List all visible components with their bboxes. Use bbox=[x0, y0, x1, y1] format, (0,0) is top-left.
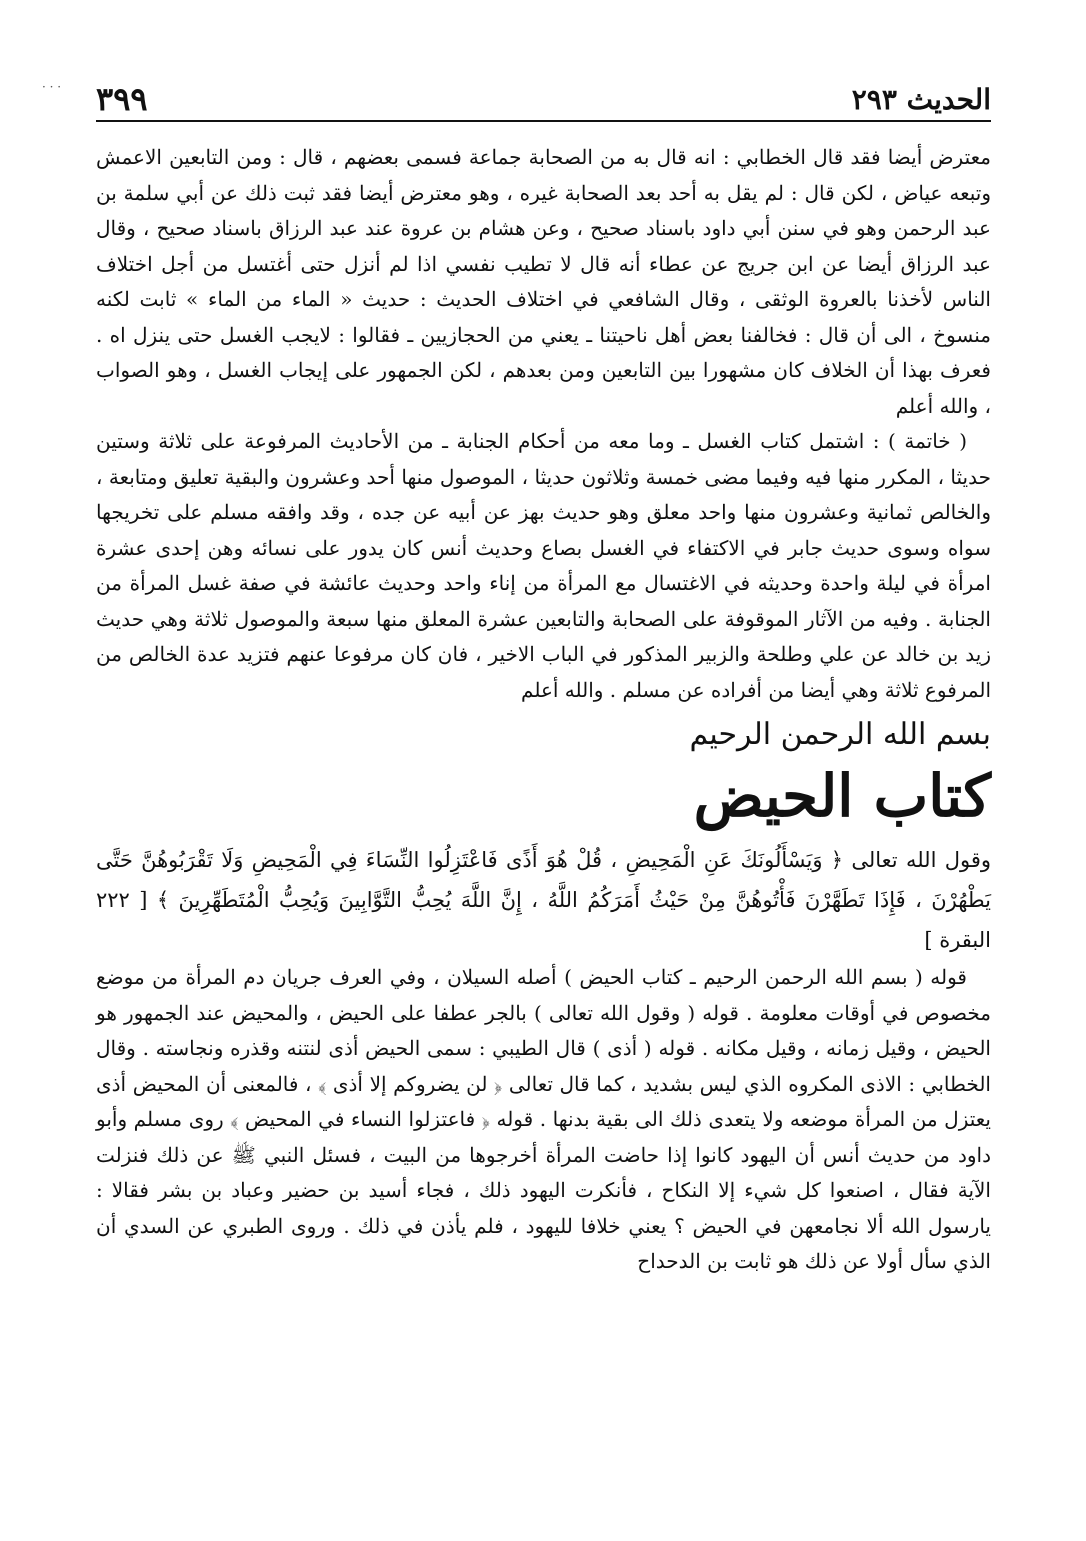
paragraph-continuation: معترض أيضا فقد قال الخطابي : انه قال به من الصحابة جماعة فسمى بعضهم ، قال : ومن التابعين الاعمش وتبعه عياض ، لكن قال : لم يقل به أحد بعد الصحابة غيره ، وهو معترض أيضا فقد ثبت ذلك عن أبي سلمة بن عبد الرحمن وهو في سنن أبي داود باسناد صحيح ، وعن هشام بن عروة عند عبد الرزاق باسناد صحيح ، وقال عبد الرزاق أيضا عن ابن جريج عن عطاء أنه قال لا تطيب نفسي اذا لم أنزل حتى أغتسل من أجل اختلاف الناس لأخذنا بالعروة الوثقى ، وقال الشافعي في اختلاف الحديث : حديث « الماء من الماء » ثابت لكنه منسوخ ، الى أن قال : فخالفنا بعض أهل ناحيتنا ـ يعني من الحجازيين ـ فقالوا : لايجب الغسل حتى ينزل اه . فعرف بهذا أن الخلاف كان مشهورا بين التابعين ومن بعدهم ، لكن الجمهور على إيجاب الغسل ، وهو الصواب ، والله أعلم bbox=[96, 145, 991, 418]
basmala-calligraphy: بسم الله الرحمن الرحيم bbox=[689, 717, 991, 752]
chapter-title: كتاب الحيض bbox=[693, 762, 991, 830]
running-title: الحديث ٢٩٣ bbox=[851, 83, 991, 116]
paragraph-conclusion: ( خاتمة ) : اشتمل كتاب الغسل ـ وما معه من أحكام الجنابة ـ من الأحاديث المرفوعة على ثلاثة وستين حديثا ، المكرر منها فيه وفيما مضى خمسة وثلاثون حديثا ، الموصول منها أحد وعشرون والبقية تعليق ومتابعة ، والخالص ثمانية وعشرون منها واحد معلق وهو حديث بهز عن أبيه عن جده ، وقد وافقه مسلم على تخريجها سواه وسوى حديث جابر في الاكتفاء في الغسل بصاع وحديث أنس كان يدور على نسائه وهن إحدى عشرة امرأة في ليلة واحدة وحديثه في الاغتسال مع المرأة من إناء واحد وحديث عائشة في صفة غسل المرأة من الجنابة . وفيه من الآثار الموقوفة على الصحابة والتابعين عشرة المعلق منها سبعة والموصول ثلاثة وهي حديث زيد بن خالد عن علي وطلحة والزبير المذكور في الباب الاخير ، فان كان مرفوعا عنهم فتزيد عدة الخالص من المرفوع ثلاثة وهي أيضا من أفراده عن مسلم . والله أعلم bbox=[96, 429, 992, 702]
quran-passage: وقول الله تعالى ﴿ وَيَسْأَلُونَكَ عَنِ الْمَحِيضِ ، قُلْ هُوَ أَذًى فَاعْتَزِلُوا النِّسَاءَ فِي الْمَحِيضِ وَلَا تَقْرَبُوهُنَّ حَتَّى يَطْهُرْنَ ، فَإِذَا تَطَهَّرْنَ فَأْتُوهُنَّ مِنْ حَيْثُ أَمَرَكُمُ اللَّهُ ، إِنَّ اللَّهَ يُحِبُّ التَّوَّابِينَ وَيُحِبُّ الْمُتَطَهِّرِينَ ﴾ [ ٢٢٢ البقرة ] bbox=[96, 848, 991, 952]
page-header bbox=[96, 72, 991, 122]
margin-dots: · · · bbox=[42, 80, 62, 94]
page-number: ٣٩٩ bbox=[96, 80, 148, 118]
page-body bbox=[96, 140, 991, 1280]
commentary-paragraph: قوله ( بسم الله الرحمن الرحيم ـ كتاب الحيض ) أصله السيلان ، وفي العرف جريان دم المرأة من موضع مخصوص في أوقات معلومة . قوله ( وقول الله تعالى ) بالجر عطفا على الحيض ، والمحيض عند الجمهور هو الحيض ، وقيل زمانه ، وقيل مكانه . قوله ( أذى ) قال الطيبي : سمى الحيض أذى لنتنه وقذره ونجاسته . وقال الخطابي : الاذى المكروه الذي ليس بشديد ، كما قال تعالى ﴿ لن يضروكم إلا أذى ﴾ ، فالمعنى أن المحيض أذى يعتزل من المرأة موضعه ولا يتعدى ذلك الى بقية بدنها . قوله ﴿ فاعتزلوا النساء في المحيض ﴾ روى مسلم وأبو داود من حديث أنس أن اليهود كانوا إذا حاضت المرأة أخرجوها من البيت ، فسئل النبي ﷺ عن ذلك فنزلت الآية فقال ، اصنعوا كل شيء إلا النكاح ، فأنكرت اليهود ذلك ، فجاء أسيد بن حضير وعباد بن بشر فقالا : يارسول الله ألا نجامعهن في الحيض ؟ يعني خلافا لليهود ، فلم يأذن في ذلك . وروى الطبري عن السدي أن الذي سأل أولا عن ذلك هو ثابت بن الدحداح bbox=[96, 965, 991, 1273]
